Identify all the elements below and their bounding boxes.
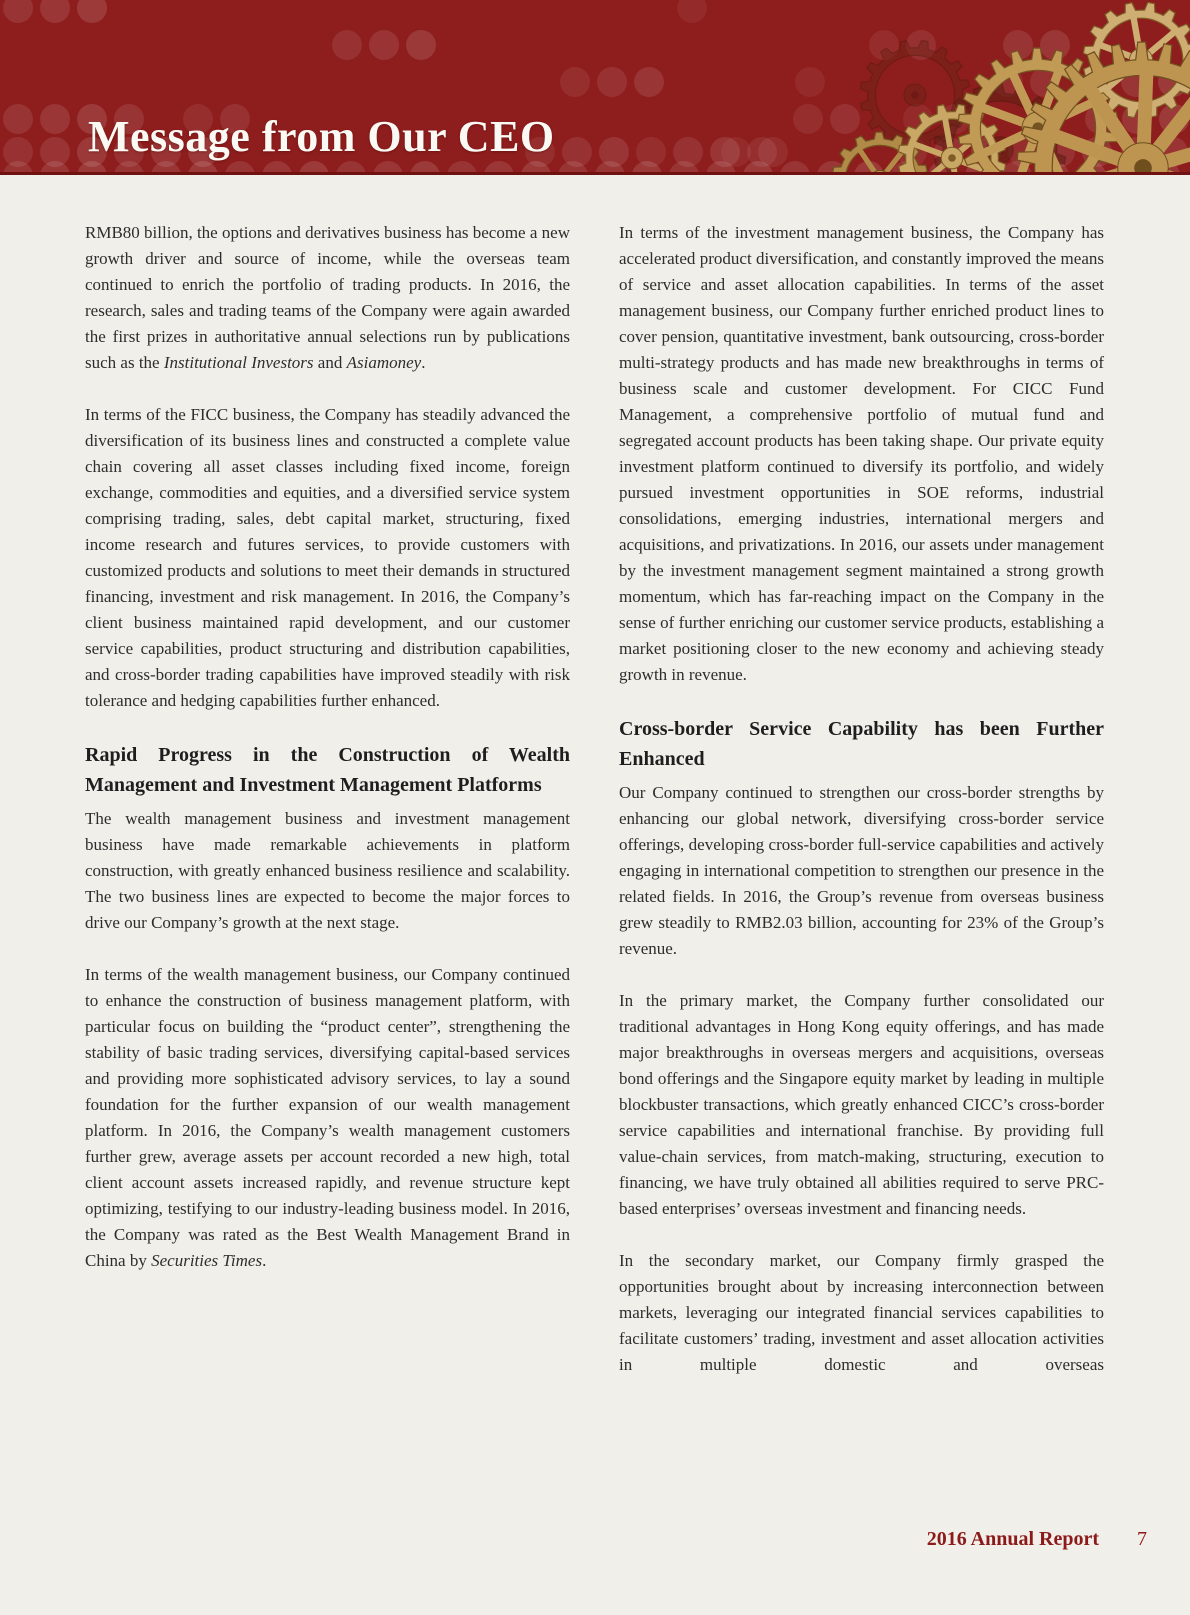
body-paragraph: The wealth management business and investment management business have made remarkable achievements in platform construction, with greatly enhanced business resilience and scalability. The two business lines are expected to become the major forces to drive our Company’s growth at the next stage. [85,809,570,932]
report-title-label: 2016 Annual Report [926,1528,1099,1550]
page-footer [85,1528,1147,1551]
body-columns [85,220,1104,1404]
body-paragraph: In terms of the FICC business, the Company has steadily advanced the diversification of its business lines and constructed a complete value chain covering all asset classes including fixed income, foreign exchange, commodities and equities, and a diversified service system comprising trading, sales, debt capital market, structuring, fixed income research and futures services, to provide customers with customized products and solutions to meet their demands in structured financing, investment and risk management. In 2016, the Company’s client business maintained rapid development, and our customer service capabilities, product structuring and distribution capabilities, and cross-border trading capabilities have improved steadily with risk tolerance and hedging capabilities further enhanced. [85,405,570,710]
body-paragraph: In terms of the investment management business, the Company has accelerated product diversification, and constantly improved the means of service and asset allocation capabilities. In terms of the asset management business, our Company further enriched product lines to cover pension, quantitative investment, bank outsourcing, cross-border multi-strategy products and has made new breakthroughs in terms of business scale and customer development. For CICC Fund Management, a comprehensive portfolio of mutual fund and segregated account products has been taking shape. Our private equity investment platform continued to diversify its portfolio, and widely pursued investment opportunities in SOE reforms, industrial consolidations, emerging industries, international mergers and acquisitions, and privatizations. In 2016, our assets under management by the investment management segment maintained a strong growth momentum, which has far-reaching impact on the Company in the sense of further enriching our customer service products, establishing a market positioning closer to the new economy and achieving steady growth in revenue. [619,223,1104,684]
section-heading: Cross-border Service Capability has been Further Enhanced [619,718,1104,770]
body-paragraph: RMB80 billion, the options and derivatives business has become a new growth driver and source of income, while the overseas team continued to enrich the portfolio of trading products. In 2016, the research, sales and trading teams of the Company were again awarded the first prizes in authoritative annual selections run by publications such as the Institutional Investors and Asiamoney. [85,223,570,372]
header-banner [0,0,1190,175]
body-paragraph: In the primary market, the Company further consolidated our traditional advantages in Hong Kong equity offerings, and has made major breakthroughs in overseas mergers and acquisitions, overseas bond offerings and the Singapore equity market by leading in multiple blockbuster transactions, which greatly enhanced CICC’s cross-border service capabilities and international franchise. By providing full value-chain services, from match-making, structuring, execution to financing, we have truly obtained all abilities required to serve PRC-based enterprises’ overseas investment and financing needs. [619,991,1104,1218]
right-column [619,220,1104,1404]
body-paragraph: In terms of the wealth management business, our Company continued to enhance the construction of business management platform, with particular focus on building the “product center”, strengthening the stability of basic trading services, diversifying capital-based services and providing more sophisticated advisory services, to lay a sound foundation for the further expansion of our wealth management platform. In 2016, the Company’s wealth management customers further grew, average assets per account recorded a new high, total client account assets increased rapidly, and revenue structure kept optimizing, testifying to our industry-leading business model. In 2016, the Company was rated as the Best Wealth Management Brand in China by Securities Times. [85,965,570,1270]
left-column [85,220,570,1404]
body-paragraph: Our Company continued to strengthen our cross-border strengths by enhancing our global network, diversifying cross-border service offerings, developing cross-border full-service capabilities and actively engaging in international competition to strengthen our presence in the related fields. In 2016, the Group’s revenue from overseas business grew steadily to RMB2.03 billion, accounting for 23% of the Group’s revenue. [619,783,1104,958]
section-heading: Rapid Progress in the Construction of Wealth Management and Investment Management Platforms [85,744,570,796]
body-paragraph: In the secondary market, our Company firmly grasped the opportunities brought about by increasing interconnection between markets, leveraging our integrated financial services capabilities to facilitate customers’ trading, investment and asset allocation activities in multiple domestic and overseas [619,1251,1104,1374]
page-number: 7 [1137,1528,1147,1550]
page-title: Message from Our CEO [88,112,555,161]
